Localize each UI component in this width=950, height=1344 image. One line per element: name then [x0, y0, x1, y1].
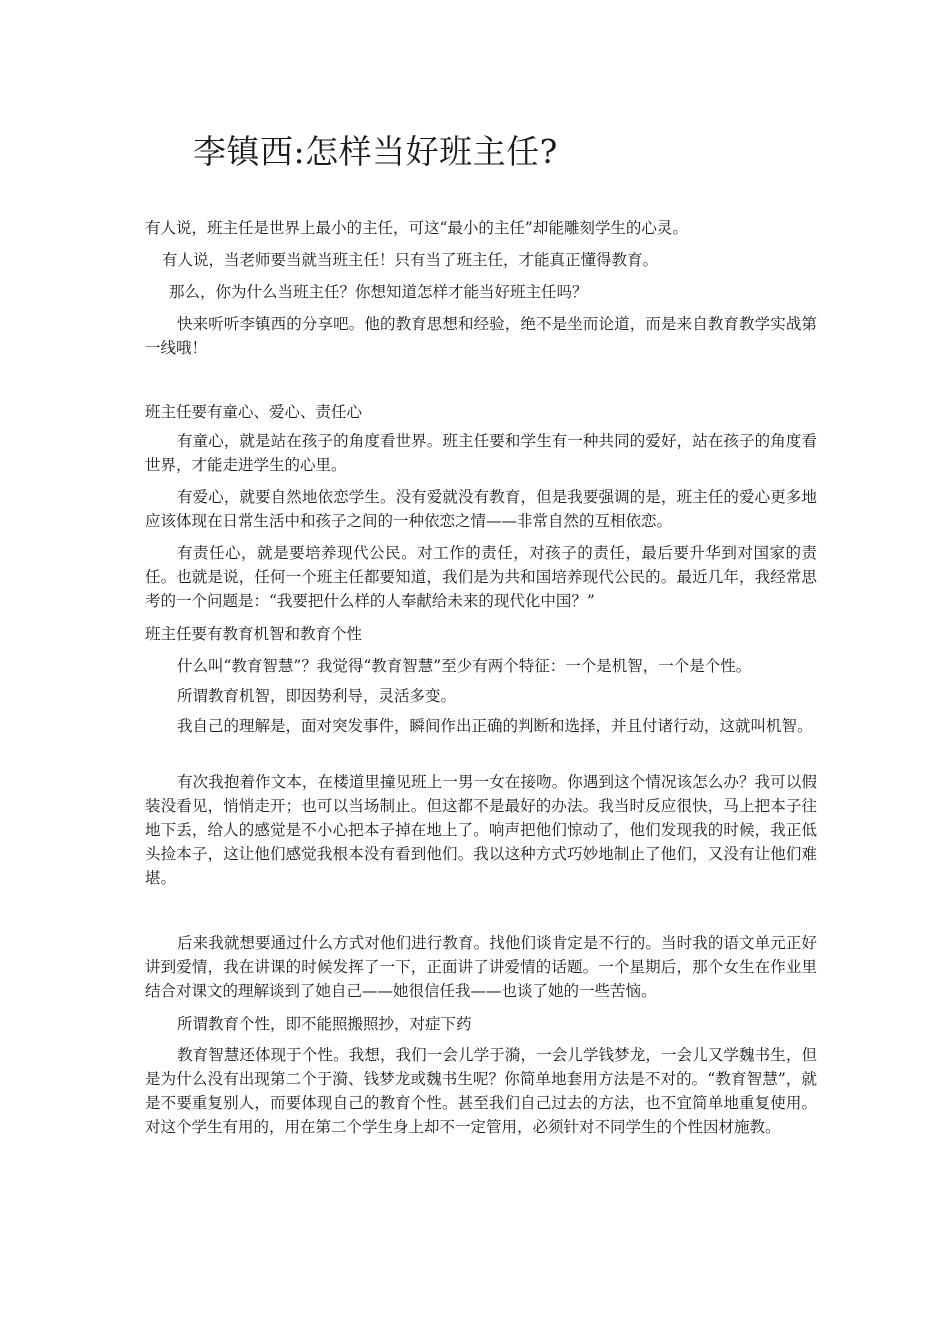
section2-paragraph-1: 什么叫“教育智慧”？我觉得“教育智慧”至少有两个特征：一个是机智，一个是个性。	[177, 657, 752, 675]
section1-paragraph-2: 有爱心，就要自然地依恋学生。没有爱就没有教育，但是我要强调的是，班主任的爱心更多地应该体现在日常生活中和孩子之间的一种依恋之情——非常自然的互相依恋。	[145, 488, 817, 530]
section1-paragraph-3: 有责任心，就是要培养现代公民。对工作的责任，对孩子的责任，最后要升华到对国家的责任。也就是说，任何一个班主任都要知道，我们是为共和国培养现代公民的。最近几年，我经常思考的一个问题是：“我要把什么样的人奉献给未来的现代化中国？”	[145, 544, 817, 610]
intro-paragraph-3: 那么，你为什么当班主任？你想知道怎样才能当好班主任吗？	[169, 283, 588, 301]
section-heading-2: 班主任要有教育机智和教育个性	[145, 625, 363, 643]
intro-paragraph-2: 有人说，当老师要当就当班主任！只有当了班主任，才能真正懂得教育。	[162, 251, 659, 269]
section2-paragraph-7: 教育智慧还体现于个性。我想，我们一会儿学于漪，一会儿学钱梦龙，一会儿又学魏书生，但是为什么没有出现第二个于漪、钱梦龙或魏书生呢？你简单地套用方法是不对的。“教育智慧”，就是不要重复别人，而要体现自己的教育个性。甚至我们自己过去的方法，也不宜简单地重复使用。对这个学生有用的，用在第二个学生身上却不一定管用，必须针对不同学生的个性因材施教。	[145, 1046, 817, 1136]
section2-paragraph-4: 有次我抱着作文本，在楼道里撞见班上一男一女在接吻。你遇到这个情况该怎么办？我可以假装没看见，悄悄走开；也可以当场制止。但这都不是最好的办法。我当时反应很快，马上把本子往地下丢，给人的感觉是不小心把本子掉在地上了。响声把他们惊动了，他们发现我的时候，我正低头捡本子，这让他们感觉我根本没有看到他们。我以这种方式巧妙地制止了他们，又没有让他们难堪。	[145, 773, 817, 887]
page-title: 李镇西:怎样当好班主任?	[193, 132, 558, 171]
section2-paragraph-6: 所谓教育个性，即不能照搬照抄，对症下药	[177, 1015, 472, 1033]
section-heading-1: 班主任要有童心、爱心、责任心	[145, 403, 363, 421]
intro-paragraph-4: 快来听听李镇西的分享吧。他的教育思想和经验，绝不是坐而论道，而是来自教育教学实战第一线哦！	[145, 315, 817, 357]
intro-paragraph-1: 有人说，班主任是世界上最小的主任，可这“最小的主任”却能雕刻学生的心灵。	[145, 219, 688, 237]
section2-paragraph-2: 所谓教育机智，即因势利导，灵活多变。	[177, 687, 457, 705]
section2-paragraph-3: 我自己的理解是，面对突发事件，瞬间作出正确的判断和选择，并且付诸行动，这就叫机智。	[177, 717, 813, 735]
section2-paragraph-5: 后来我就想要通过什么方式对他们进行教育。找他们谈肯定是不行的。当时我的语文单元正好讲到爱情，我在讲课的时候发挥了一下，正面讲了讲爱情的话题。一个星期后，那个女生在作业里结合对课文的理解谈到了她自己——她很信任我——也谈了她的一些苦恼。	[145, 934, 817, 1000]
section1-paragraph-1: 有童心，就是站在孩子的角度看世界。班主任要和学生有一种共同的爱好，站在孩子的角度看世界，才能走进学生的心里。	[145, 432, 817, 474]
